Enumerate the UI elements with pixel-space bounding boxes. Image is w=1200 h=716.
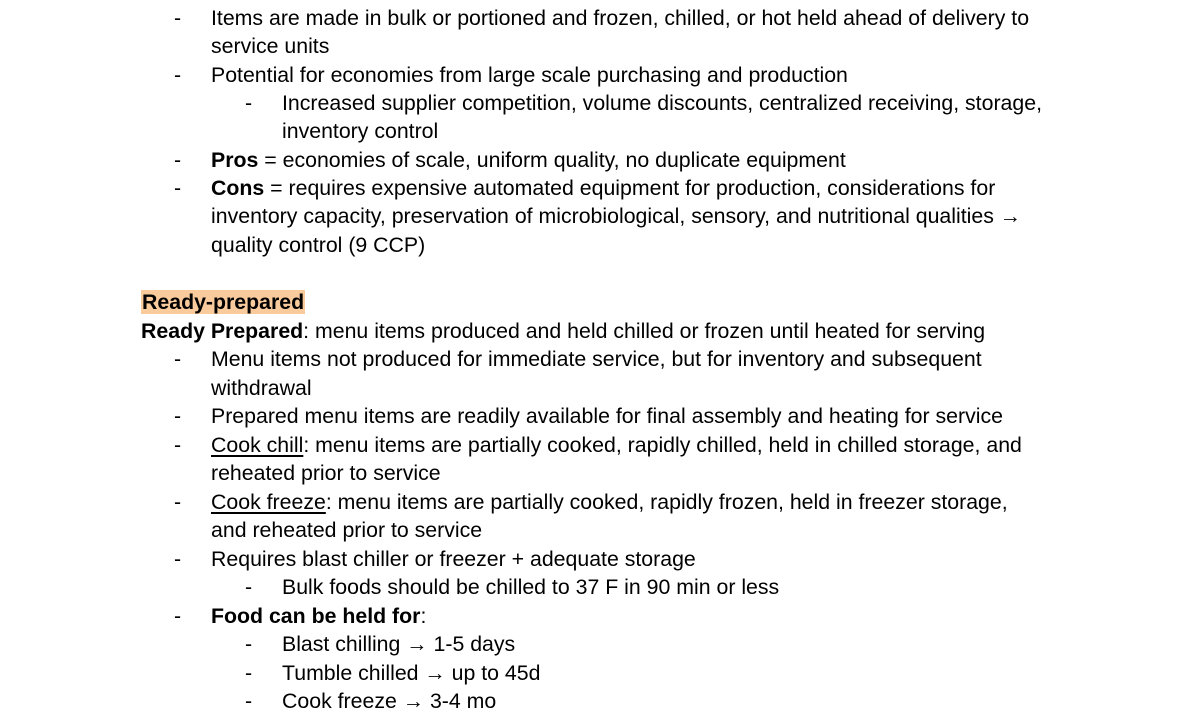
- pros-label: Pros: [211, 148, 259, 172]
- list-bullet: -: [174, 404, 182, 428]
- cook-freeze-item: [211, 488, 1008, 516]
- cook-freeze-text-continued: and reheated prior to service: [211, 518, 483, 542]
- sub-list-item-text: Cook freeze → 3-4 mo: [282, 689, 497, 713]
- sub-list-bullet: -: [245, 661, 253, 685]
- sub-list-item-text: Bulk foods should be chilled to 37 F in 90 min or less: [282, 575, 780, 599]
- food-held-label: Food can be held for: [211, 604, 421, 628]
- list-bullet: -: [174, 347, 182, 371]
- list-item-text: Potential for economies from large scale purchasing and production: [211, 63, 848, 87]
- definition-text: : menu items produced and held chilled or frozen until heated for serving: [303, 319, 986, 343]
- list-bullet: -: [174, 6, 182, 30]
- cons-text-continued: quality control (9 CCP): [211, 233, 426, 257]
- list-item-text-continued: withdrawal: [211, 376, 312, 400]
- cons-text: = requires expensive automated equipment for production, considerations for: [264, 176, 996, 200]
- definition-line: [141, 317, 985, 345]
- sub-list-item-text-continued: inventory control: [282, 119, 439, 143]
- list-bullet: -: [174, 490, 182, 514]
- list-item-text-continued: service units: [211, 34, 330, 58]
- section-heading: [141, 288, 305, 316]
- cook-chill-text: : menu items are partially cooked, rapidly chilled, held in chilled storage, and: [303, 433, 1022, 457]
- cons-item: [211, 174, 995, 202]
- cook-chill-text-continued: reheated prior to service: [211, 461, 441, 485]
- sub-list-item-text: Blast chilling → 1-5 days: [282, 632, 516, 656]
- list-bullet: -: [174, 176, 182, 200]
- list-item-text: Prepared menu items are readily available for final assembly and heating for service: [211, 404, 1003, 428]
- list-item-text: Requires blast chiller or freezer + adequate storage: [211, 547, 696, 571]
- sub-list-item-text: Tumble chilled → up to 45d: [282, 661, 541, 685]
- cook-chill-item: [211, 431, 1022, 459]
- list-bullet: -: [174, 148, 182, 172]
- sub-list-bullet: -: [245, 689, 253, 713]
- cook-chill-term: Cook chill: [211, 433, 304, 457]
- list-bullet: -: [174, 547, 182, 571]
- list-bullet: -: [174, 604, 182, 628]
- food-held-item: [211, 602, 426, 630]
- cons-text-continued: inventory capacity, preservation of microbiological, sensory, and nutritional qualities →: [211, 204, 1022, 228]
- cook-freeze-text: : menu items are partially cooked, rapidly frozen, held in freezer storage,: [325, 490, 1008, 514]
- pros-text: = economies of scale, uniform quality, no duplicate equipment: [258, 148, 846, 172]
- sub-list-bullet: -: [245, 632, 253, 656]
- definition-label: Ready Prepared: [141, 319, 304, 343]
- cons-label: Cons: [211, 176, 265, 200]
- list-bullet: -: [174, 433, 182, 457]
- list-bullet: -: [174, 63, 182, 87]
- food-held-suffix: :: [420, 604, 427, 628]
- sub-list-bullet: -: [245, 575, 253, 599]
- sub-list-item-text: Increased supplier competition, volume discounts, centralized receiving, storage,: [282, 91, 1042, 115]
- sub-list-bullet: -: [245, 91, 253, 115]
- cook-freeze-term: Cook freeze: [211, 490, 326, 514]
- list-item-text: Menu items not produced for immediate service, but for inventory and subsequent: [211, 347, 982, 371]
- list-item-text: Items are made in bulk or portioned and frozen, chilled, or hot held ahead of delivery to: [211, 6, 1030, 30]
- pros-item: [211, 146, 846, 174]
- section-heading-highlight: Ready-prepared: [142, 290, 305, 314]
